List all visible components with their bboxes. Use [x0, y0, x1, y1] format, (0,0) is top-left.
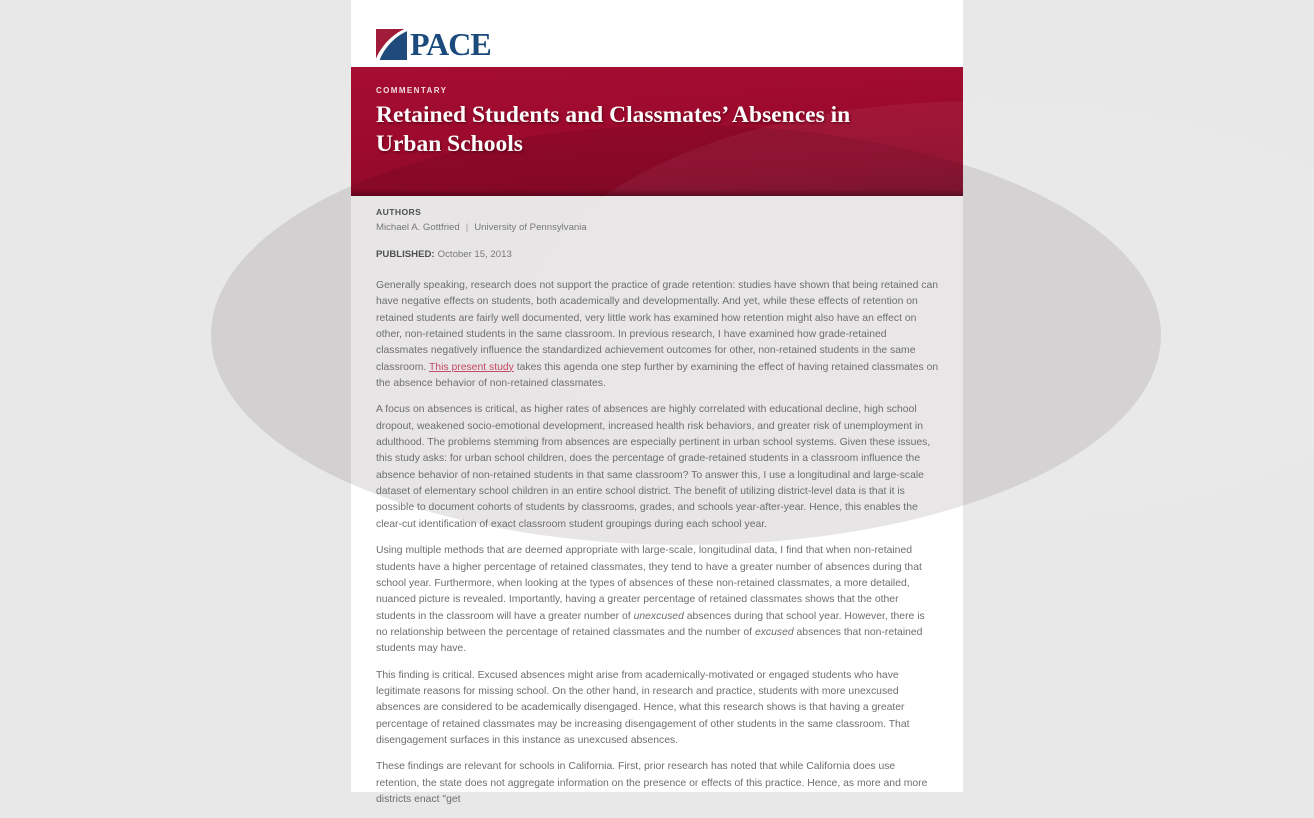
commentary-kicker: COMMENTARY [376, 86, 448, 95]
pace-logo [376, 26, 491, 62]
emphasized-text: unexcused [633, 610, 684, 622]
paragraph-3 [376, 543, 939, 657]
body-text: takes this agenda one step further by examining the effect of having retained classmates on the absence behavior of non-retained classmates. [376, 361, 939, 390]
published-line [376, 249, 939, 260]
article-content [351, 196, 963, 818]
body-text: Using multiple methods that are deemed appropriate with large-scale, longitudinal data, I find that when non-retained students have a higher percentage of retained classmates, they tend to have a greater number of absences during that school year. Furthermore, when looking at the types of absences of these non-retained classmates, a more detailed, nuanced picture is revealed. Importantly, having a greater percentage of retained classmates shows that the other students in the classroom will have a greater number of [376, 545, 922, 622]
body-text: A focus on absences is critical, as higher rates of absences are highly correlated with educational decline, high school dropout, weakened socio-emotional development, increased health risk behaviors, and greater risk of unemployment in adulthood. The problems stemming from absences are especially pertinent in urban school systems. Given these issues, this study asks: for urban school children, does the percentage of grade-retained students in a classroom influence the absence behavior of non-retained students in that same classroom? To answer this, I use a longitudinal and large-scale dataset of elementary school children in an entire school district. The benefit of utilizing district-level data is that it is possible to document cohorts of students by classrooms, grades, and schools year-after-year. Hence, this enables the clear-cut identification of exact classroom student groupings during each school year. [376, 404, 931, 530]
body-text: absences during that school year. However, there is no relationship between the percentage of retained classmates and the number of [376, 610, 925, 638]
document-page [351, 0, 963, 805]
banner-bottom-shade [351, 189, 963, 196]
this-present-study-link[interactable]: This present study [428, 361, 514, 373]
article-body [376, 278, 939, 808]
published-label: PUBLISHED: [376, 249, 435, 260]
paragraph-1 [376, 278, 939, 392]
emphasized-text: excused [754, 626, 794, 638]
author-line [376, 222, 939, 233]
pace-logo-icon [376, 29, 407, 60]
paragraph-4 [376, 668, 939, 750]
body-text: This finding is critical. Excused absences might arise from academically-motivated or engaged students who have legitimate reasons for missing school. On the other hand, in research and practice, students with more unexcused absences are considered to be academically disengaged. Hence, what this research shows is that having a greater percentage of retained classmates may be increasing disengagement of other students in the same classroom. That disengagement surfaces in this instance as unexcused absences. [376, 669, 910, 746]
page-title [376, 101, 921, 158]
authors-label: AUTHORS [376, 207, 422, 217]
author-affiliation: University of Pennsylvania [474, 222, 587, 233]
body-text: absences that non-retained students may have. [376, 626, 923, 655]
body-text: These findings are relevant for schools in California. First, prior research has noted that while California does use retention, the state does not aggregate information on the presence or effects of this practice. Hence, as more and more districts enact "get [376, 761, 928, 805]
page-header [351, 0, 963, 67]
paragraph-2 [376, 402, 939, 533]
author-name: Michael A. Gottfried [376, 222, 460, 233]
page-title-line-2: Urban Schools [376, 130, 523, 157]
title-banner [351, 67, 963, 196]
pace-logo-text: PACE [410, 26, 491, 62]
page-title-line-1: Retained Students and Classmates’ Absences in [376, 102, 851, 128]
published-date: October 15, 2013 [437, 249, 512, 260]
body-text: Generally speaking, research does not support the practice of grade retention: studies have shown that being retained can have negative effects on students, both academically and developmentally. And yet, while these effects of retention on retained students are fairly well documented, very little work has examined how retention might also have an effect on other, non-retained students in the same classroom. In previous research, I have examined how grade-retained classmates negatively influence the standardized achievement outcomes for other, non-retained students in the same classroom. [376, 280, 939, 373]
author-separator: | [465, 222, 469, 233]
paragraph-5 [376, 759, 939, 808]
